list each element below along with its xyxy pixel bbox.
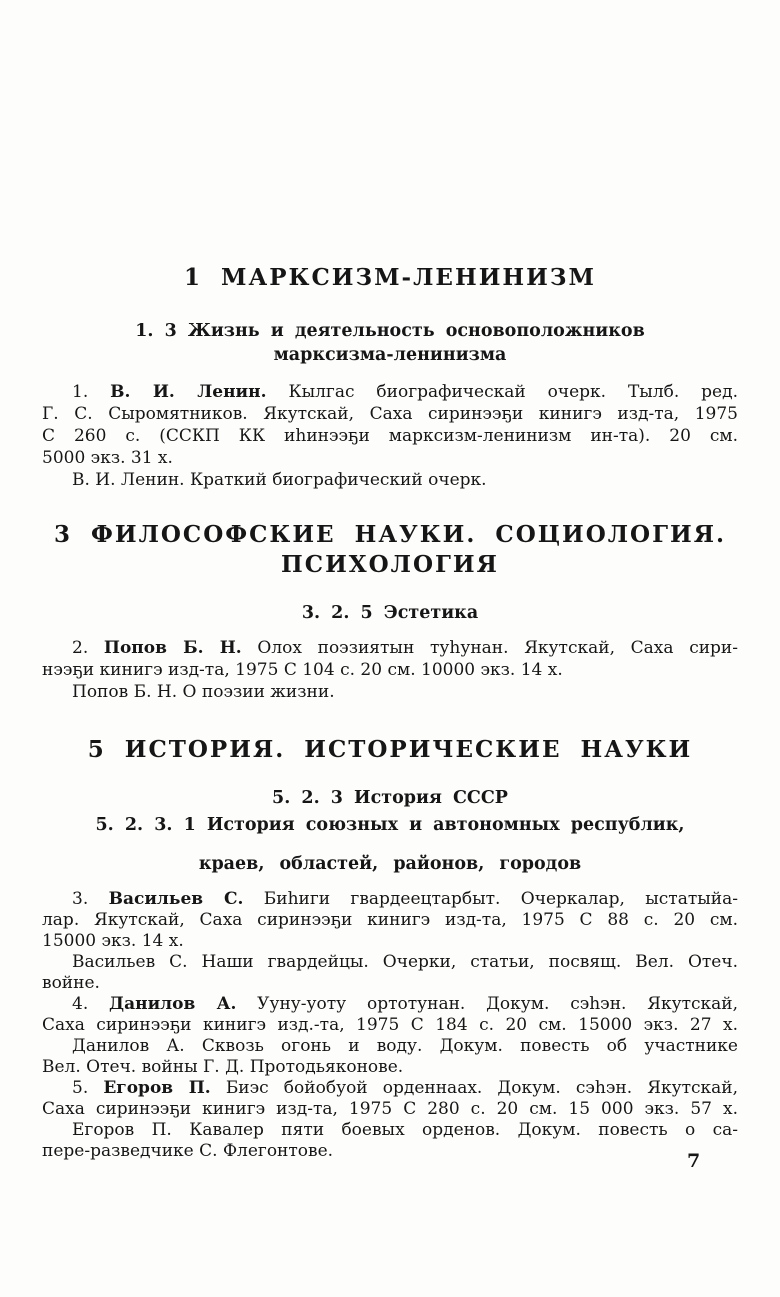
- text-segment: Биһиги гвардеецтарбыт. Очеркалар, ыстатыйа-: [243, 889, 738, 909]
- text-segment: лар. Якутскай, Саха сиринээҕи кинигэ изд-та, 1975 С 88 с. 20 см.: [42, 910, 738, 930]
- section-5-2-3-1-subheading: [42, 813, 738, 837]
- author-name: В. И. Ленин.: [110, 382, 267, 402]
- entry-line: [42, 1120, 738, 1141]
- entry-line: [42, 469, 738, 491]
- author-name: Васильев С.: [108, 889, 244, 909]
- text-segment: 5.: [72, 1078, 104, 1098]
- entry-line: [42, 994, 738, 1015]
- section-1-heading: [42, 264, 738, 292]
- entry-line: [42, 973, 738, 994]
- entry-line: [42, 1141, 738, 1162]
- heading-line: ПСИХОЛОГИЯ: [281, 551, 499, 578]
- entry-line: [42, 1078, 738, 1099]
- heading-line: 3 ФИЛОСОФСКИЕ НАУКИ. СОЦИОЛОГИЯ.: [54, 521, 726, 548]
- entry-line: [42, 659, 738, 681]
- entry-line: [42, 1036, 738, 1057]
- subheading-line: 5. 2. 3. 1 История союзных и автономных республик,: [95, 815, 685, 835]
- entry-5: [42, 1078, 738, 1162]
- text-segment: С 260 с. (ССКП КК иһинээҕи марксизм-ленинизм ин-та). 20 см.: [42, 426, 738, 446]
- text-segment: нээҕи кинигэ изд-та, 1975 С 104 с. 20 см. 10000 экз. 14 х.: [42, 660, 563, 680]
- text-segment: 2.: [72, 638, 104, 658]
- entry-line: [42, 403, 738, 425]
- text-segment: 1.: [72, 382, 111, 402]
- entry-line: [42, 952, 738, 973]
- text-segment: Ууну-уоту ортотунан. Докум. сэһэн. Якутскай,: [236, 994, 738, 1014]
- text-segment: Олох поэзиятын туһунан. Якутскай, Саха сири-: [241, 638, 739, 658]
- text-segment: 4.: [72, 994, 109, 1014]
- page-content: [42, 0, 738, 1162]
- entry-3: [42, 889, 738, 994]
- text-segment: пере-разведчике С. Флегонтове.: [42, 1141, 334, 1161]
- entry-2: [42, 637, 738, 703]
- subheading-line: марксизма-ленинизма: [273, 345, 507, 365]
- text-segment: Егоров П. Кавалер пяти боевых орденов. Докум. повесть о са-: [72, 1120, 738, 1140]
- subheading-line: 1. 3 Жизнь и деятельность основоположников: [135, 321, 645, 341]
- author-name: Егоров П.: [103, 1078, 211, 1098]
- author-name: Попов Б. Н.: [103, 638, 242, 658]
- entry-line: [42, 1015, 738, 1036]
- section-5-heading: [42, 735, 738, 765]
- page-number: 7: [687, 1150, 701, 1172]
- section-5-2-3-1-subheading-cont: [42, 852, 738, 876]
- entry-line: [42, 1099, 738, 1120]
- entry-1: [42, 381, 738, 491]
- author-name: Данилов А.: [109, 994, 237, 1014]
- section-3-2-5-subheading: [42, 601, 738, 625]
- heading-line: 1 МАРКСИЗМ-ЛЕНИНИЗМ: [184, 264, 596, 291]
- text-segment: Биэс бойобуой орденнаах. Докум. сэһэн. Якутскай,: [210, 1078, 738, 1098]
- section-1-3-subheading: [42, 319, 738, 367]
- entry-line: [42, 910, 738, 931]
- text-segment: Васильев С. Наши гвардейцы. Очерки, статьи, посвящ. Вел. Отеч.: [72, 952, 738, 972]
- entry-line: [42, 425, 738, 447]
- text-segment: 5000 экз. 31 х.: [42, 448, 173, 468]
- text-segment: Саха сиринээҕи кинигэ изд-та, 1975 С 280 с. 20 см. 15 000 экз. 57 х.: [42, 1099, 738, 1119]
- heading-line: 5 ИСТОРИЯ. ИСТОРИЧЕСКИЕ НАУКИ: [87, 736, 693, 763]
- entry-4: [42, 994, 738, 1078]
- text-segment: Саха сиринээҕи кинигэ изд.-та, 1975 С 184 с. 20 см. 15000 экз. 27 х.: [42, 1015, 738, 1035]
- subheading-line: 5. 2. 3 История СССР: [272, 788, 508, 808]
- text-segment: В. И. Ленин. Краткий биографический очерк.: [72, 470, 487, 490]
- entry-line: [42, 1057, 738, 1078]
- text-segment: Вел. Отеч. войны Г. Д. Протодьяконове.: [42, 1057, 404, 1077]
- entry-line: [42, 931, 738, 952]
- entry-line: [42, 637, 738, 659]
- text-segment: Данилов А. Сквозь огонь и воду. Докум. повесть об участнике: [72, 1036, 738, 1056]
- section-5-2-3-subheading: [42, 786, 738, 810]
- text-segment: 15000 экз. 14 х.: [42, 931, 184, 951]
- section-3-heading: [42, 520, 738, 580]
- text-segment: Кылгас биографическай очерк. Тылб. ред.: [266, 382, 738, 402]
- text-segment: Г. С. Сыромятников. Якутскай, Саха сиринээҕи кинигэ изд-та, 1975: [42, 404, 738, 424]
- text-segment: 3.: [72, 889, 109, 909]
- entry-line: [42, 447, 738, 469]
- subheading-line: краев, областей, районов, городов: [198, 854, 582, 874]
- text-segment: Попов Б. Н. О поэзии жизни.: [72, 682, 335, 702]
- entry-line: [42, 889, 738, 910]
- text-segment: войне.: [42, 973, 100, 993]
- entry-line: [42, 381, 738, 403]
- entry-line: [42, 681, 738, 703]
- subheading-line: 3. 2. 5 Эстетика: [301, 603, 479, 623]
